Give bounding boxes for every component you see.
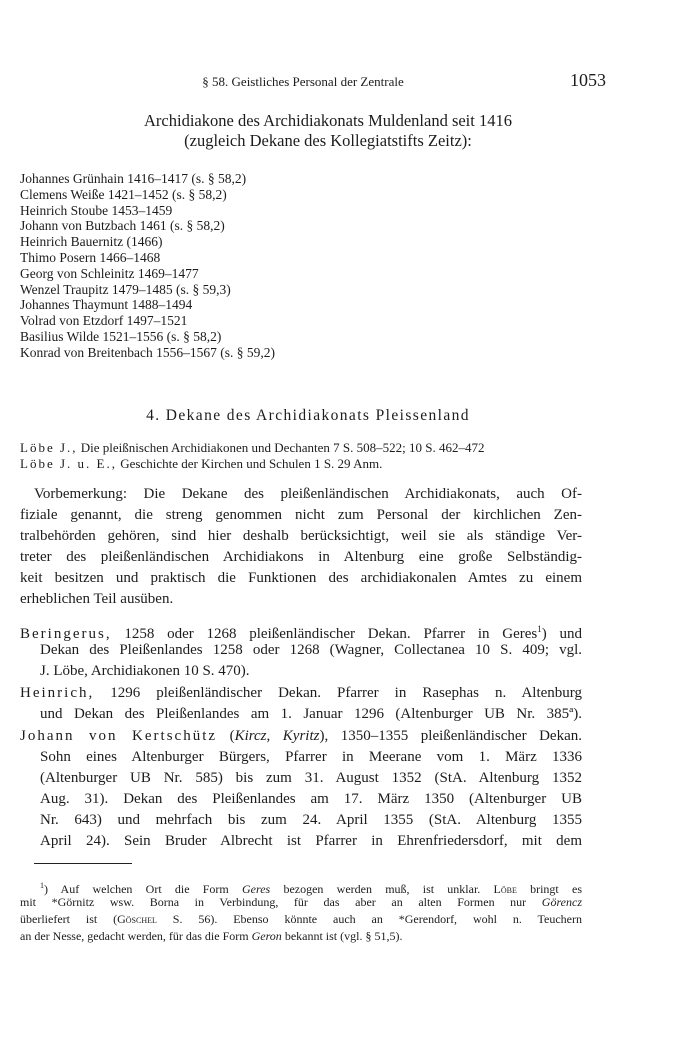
list-item: Wenzel Traupitz 1479–1485 (s. § 59,3): [20, 281, 231, 297]
footnote-number: 1: [40, 881, 44, 890]
list-item: Heinrich Stoube 1453–1459: [20, 202, 173, 218]
entry-line: Nr. 643) und mehrfach bis zum 24. April 1355 (StA. Altenburg 1355: [40, 812, 582, 828]
entry-line: J. Löbe, Archidiakonen 10 S. 470).: [40, 663, 250, 679]
entry-first-line: Heinrich, 1296 pleißenländischer Dekan. Pfarrer in Rasephas n. Altenburg: [20, 685, 582, 701]
deans-section-title: 4. Dekane des Archidiakonats Pleissenland: [146, 407, 470, 424]
literature-author: Löbe J. u. E.,: [20, 456, 117, 471]
paragraph-line: treter des pleißenländischen Archidiakons in Altenburg eine große Selbständig-: [20, 549, 582, 565]
dean-name: Beringerus,: [20, 626, 112, 642]
footnote-line: überliefert ist (Göschel S. 56). Ebenso könnte auch an *Gerendorf, wohl n. Teuchern: [20, 912, 582, 926]
footnote-line: mit *Görnitz wsw. Borna in Verbindung, für das aber an alten Formen nur Görencz: [20, 895, 582, 909]
paragraph-line: fiziale genannt, die streng genommen nicht zum Personal der kirchlichen Zen-: [20, 507, 582, 523]
entry-line: Dekan des Pleißenlandes 1258 oder 1268 (Wagner, Collectanea 10 S. 409; vgl.: [40, 642, 582, 658]
archdeacon-title-line-1: Archidiakone des Archidiakonats Muldenland seit 1416: [144, 111, 512, 130]
name-variants: Kircz, Kyritz: [234, 728, 320, 744]
literature-text: Die pleißnischen Archidiakonen und Dechanten 7 S. 508–522; 10 S. 462–472: [77, 440, 485, 455]
dean-entry-johann-von-kertschuetz: [20, 726, 582, 852]
paragraph-line: keit besitzen und praktisch die Funktionen des archidiakonalen Amtes zu einem: [20, 570, 582, 586]
entry-line: Aug. 31). Dekan des Pleißenlandes am 17. März 1350 (Altenburger UB: [40, 791, 582, 807]
footnote-marker: 1: [537, 624, 542, 634]
dean-entry-heinrich: [20, 683, 582, 725]
literature-references: [20, 440, 484, 472]
dean-name: Johann von Kertschütz: [20, 728, 218, 744]
entry-line: April 24). Sein Bruder Albrecht ist Pfarrer in Ehrenfriedersdorf, mit dem: [40, 833, 582, 849]
footnote-rule: [34, 863, 132, 864]
preliminary-remark: [20, 484, 582, 610]
list-item: Clemens Weiße 1421–1452 (s. § 58,2): [20, 186, 227, 202]
footnote-line: an der Nesse, gedacht werden, für das die Form Geron bekannt ist (vgl. § 51,5).: [20, 929, 403, 943]
entry-first-line: Johann von Kertschütz (Kircz, Kyritz), 1350–1355 pleißenländischer Dekan.: [20, 728, 582, 744]
list-item: Johannes Grünhain 1416–1417 (s. § 58,2): [20, 171, 247, 186]
list-item: Johannes Thaymunt 1488–1494: [20, 297, 193, 313]
footnote: [20, 877, 582, 945]
literature-item: [20, 440, 484, 456]
paragraph-line: tralbehörden gehören, sind hier deshalb berücksichtigt, weil sie als ständige Ver-: [20, 528, 582, 544]
entry-line: und Dekan des Pleißenlandes am 1. Januar 1296 (Altenburger UB Nr. 385ª).: [40, 706, 582, 722]
list-item: Georg von Schleinitz 1469–1477: [20, 265, 199, 281]
dean-entry-beringerus: [20, 619, 582, 682]
paragraph-line: Vorbemerkung: Die Dekane des pleißenländischen Archidiakonats, auch Of-: [34, 486, 582, 502]
list-item: Volrad von Etzdorf 1497–1521: [20, 313, 188, 329]
literature-text: Geschichte der Kirchen und Schulen 1 S. 29 Anm.: [116, 456, 383, 471]
page-number: 1053: [570, 70, 606, 90]
literature-item: [20, 456, 484, 472]
entry-first-line: Beringerus, 1258 oder 1268 pleißenländischer Dekan. Pfarrer in Geres$^1$) und: [20, 624, 582, 642]
list-item: Konrad von Breitenbach 1556–1567 (s. § 59,2): [20, 344, 275, 360]
entry-line: (Altenburger UB Nr. 585) bis zum 31. August 1352 (StA. Altenburg 1352: [40, 770, 582, 786]
list-item: Heinrich Bauernitz (1466): [20, 234, 163, 250]
paragraph-line: erheblichen Teil ausüben.: [20, 591, 174, 607]
archdeacon-list: [20, 171, 275, 361]
running-header: § 58. Geistliches Personal der Zentrale: [202, 74, 404, 89]
archdeacon-section-title: [60, 111, 596, 151]
list-item: Johann von Butzbach 1461 (s. § 58,2): [20, 218, 225, 234]
archdeacon-title-line-2: (zugleich Dekane des Kollegiatstifts Zeitz):: [184, 131, 472, 150]
dean-name: Heinrich,: [20, 685, 95, 701]
footnote-line: $^1$) Auf welchen Ort die Form Geres bezogen werden muß, ist unklar. Löbe bringt es: [40, 881, 582, 896]
list-item: Thimo Posern 1466–1468: [20, 249, 161, 265]
literature-author: Löbe J.,: [20, 440, 78, 455]
entry-line: Sohn eines Altenburger Bürgers, Pfarrer in Meerane vom 1. März 1336: [40, 749, 582, 765]
list-item: Basilius Wilde 1521–1556 (s. § 58,2): [20, 328, 222, 344]
